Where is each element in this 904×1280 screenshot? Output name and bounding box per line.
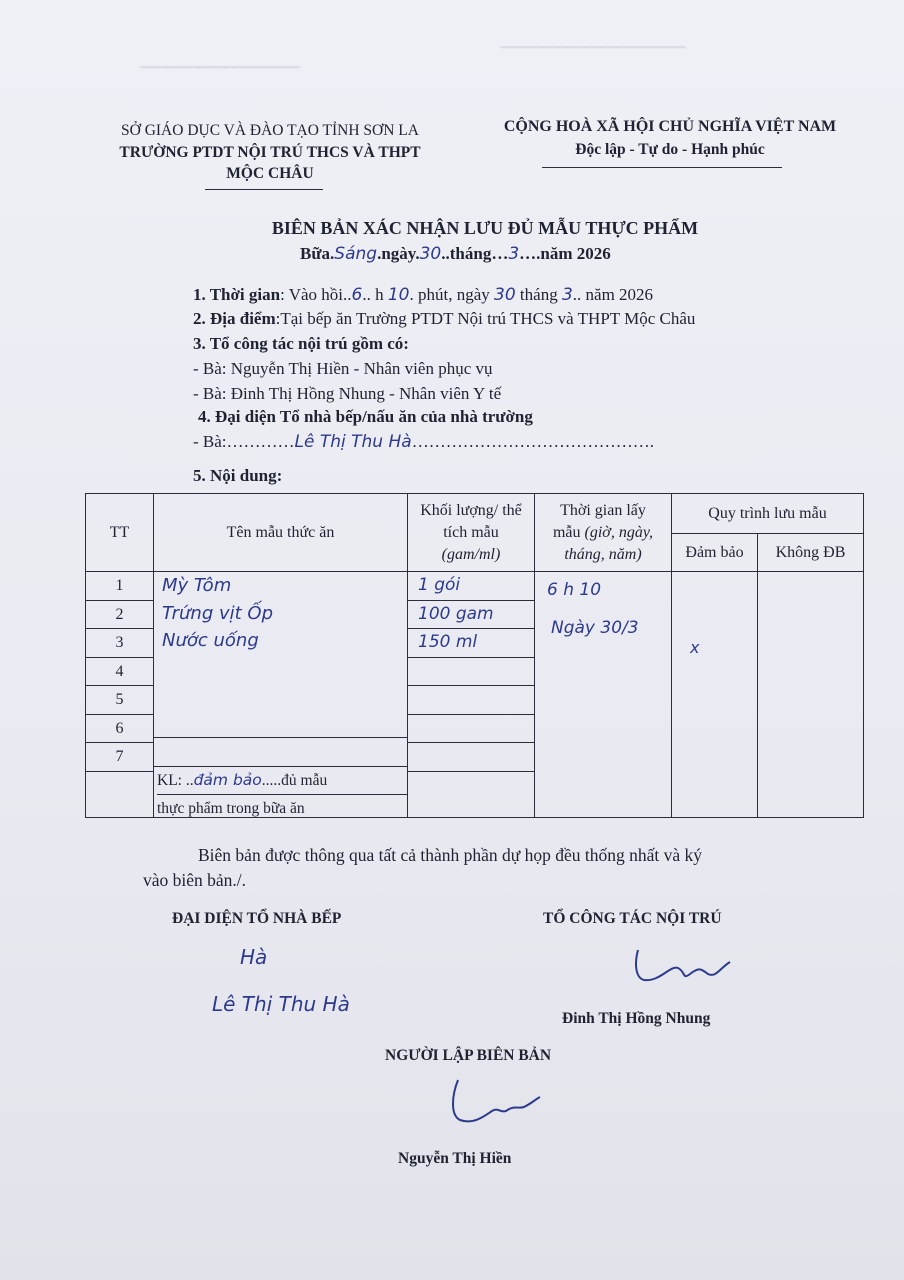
food-cell bbox=[154, 572, 408, 818]
school-name-line1: TRƯỜNG PTDT NỘI TRÚ THCS VÀ THPT bbox=[119, 144, 421, 161]
team-signer-name: Đinh Thị Hồng Nhung bbox=[562, 1010, 711, 1027]
month-value: 3 bbox=[508, 244, 520, 264]
conclusion-text: KL: ..đảm bảo.....đủ mẫu thực phẩm trong bữa ăn bbox=[154, 767, 407, 812]
kitchen-rep-title: ĐẠI DIỆN TỔ NHÀ BẾP bbox=[172, 910, 342, 927]
time-cell: 6 h 10 Ngày 30/3 bbox=[535, 572, 672, 818]
content-heading: 5. Nội dung: bbox=[193, 466, 283, 485]
list-item: 4 bbox=[86, 658, 153, 687]
bleed-through-text: ━━━━━━━━━━━━━━━━━━━ bbox=[140, 61, 301, 76]
recorder-name: Nguyễn Thị Hiền bbox=[398, 1150, 512, 1167]
food-name: Nước uống bbox=[162, 630, 259, 651]
location-line: 2. Địa điểm:Tại bếp ăn Trường PTDT Nội trú THCS và THPT Mộc Châu bbox=[193, 309, 696, 328]
time-line: 1. Thời gian: Vào hồi..6.. h 10. phút, ngày 30 tháng 3.. năm 2026 bbox=[193, 285, 654, 305]
not-ensured-cell bbox=[758, 572, 864, 818]
quantity-value: 100 gam bbox=[418, 603, 494, 624]
sample-table bbox=[85, 493, 864, 818]
ensured-cell: x bbox=[672, 572, 758, 818]
list-item: 3 bbox=[86, 629, 153, 658]
col-quantity: Khối lượng/ thể tích mẫu (gam/ml) bbox=[408, 494, 535, 572]
food-name: Trứng vịt Ốp bbox=[162, 602, 273, 624]
meal-value: Sáng bbox=[334, 244, 378, 264]
list-item: 1 bbox=[86, 572, 153, 601]
team-member-2: - Bà: Đinh Thị Hồng Nhung - Nhân viên Y tế bbox=[193, 384, 502, 403]
list-item: 7 bbox=[86, 743, 153, 772]
document-title: BIÊN BẢN XÁC NHẬN LƯU ĐỦ MẪU THỰC PHẨM bbox=[271, 218, 699, 238]
kitchen-rep-signature: Hà bbox=[240, 945, 268, 969]
kitchen-rep-name: Lê Thị Thu Hà bbox=[212, 992, 350, 1016]
quantity-cell bbox=[408, 572, 535, 818]
kitchen-rep-heading: 4. Đại diện Tổ nhà bếp/nấu ăn của nhà trường bbox=[198, 407, 533, 426]
col-procedure: Quy trình lưu mẫu bbox=[672, 494, 864, 534]
col-food-name: Tên mẫu thức ăn bbox=[154, 494, 408, 572]
bleed-through-text: ━━━━━━━━━━━━━━━━━━━━━━ bbox=[500, 41, 686, 56]
meal-date-line: Bữa.Sáng.ngày.30..tháng…3….năm 2026 bbox=[300, 244, 611, 264]
col-tt: TT bbox=[86, 494, 154, 572]
national-motto: Độc lập - Tự do - Hạnh phúc bbox=[575, 141, 765, 158]
team-signature-image bbox=[630, 940, 740, 990]
food-name: Mỳ Tôm bbox=[162, 575, 232, 596]
national-title: CỘNG HOÀ XÃ HỘI CHỦ NGHĨA VIỆT NAM bbox=[503, 118, 837, 135]
team-title: TỔ CÔNG TÁC NỘI TRÚ bbox=[543, 910, 722, 927]
header-left-underline bbox=[205, 189, 323, 190]
closing-line1: Biên bản được thông qua tất cả thành phần dự họp đều thống nhất và ký bbox=[198, 845, 703, 865]
col-not-ensured: Không ĐB bbox=[758, 534, 864, 572]
tt-cell bbox=[86, 572, 154, 818]
recorder-title: NGƯỜI LẬP BIÊN BẢN bbox=[385, 1047, 552, 1064]
kitchen-rep-line: - Bà:…………Lê Thị Thu Hà……………………………………. bbox=[193, 432, 654, 452]
quantity-value: 1 gói bbox=[418, 575, 461, 595]
team-member-1: - Bà: Nguyễn Thị Hiền - Nhân viên phục vụ bbox=[193, 359, 493, 378]
dept-name: SỞ GIÁO DỤC VÀ ĐÀO TẠO TỈNH SƠN LA bbox=[121, 122, 419, 139]
closing-line2: vào biên bản./. bbox=[143, 870, 247, 890]
day-value: 30 bbox=[419, 244, 442, 264]
col-time: Thời gian lấy mẫu (giờ, ngày, tháng, năm) bbox=[535, 494, 672, 572]
school-name-line2: MỘC CHÂU bbox=[226, 165, 314, 182]
list-item: 6 bbox=[86, 715, 153, 744]
header-right-underline bbox=[542, 167, 782, 168]
col-ensured: Đảm bảo bbox=[672, 534, 758, 572]
list-item: 5 bbox=[86, 686, 153, 715]
quantity-value: 150 ml bbox=[418, 632, 478, 652]
list-item: 2 bbox=[86, 601, 153, 630]
team-heading: 3. Tổ công tác nội trú gồm có: bbox=[193, 334, 409, 353]
recorder-signature-image bbox=[448, 1075, 548, 1130]
